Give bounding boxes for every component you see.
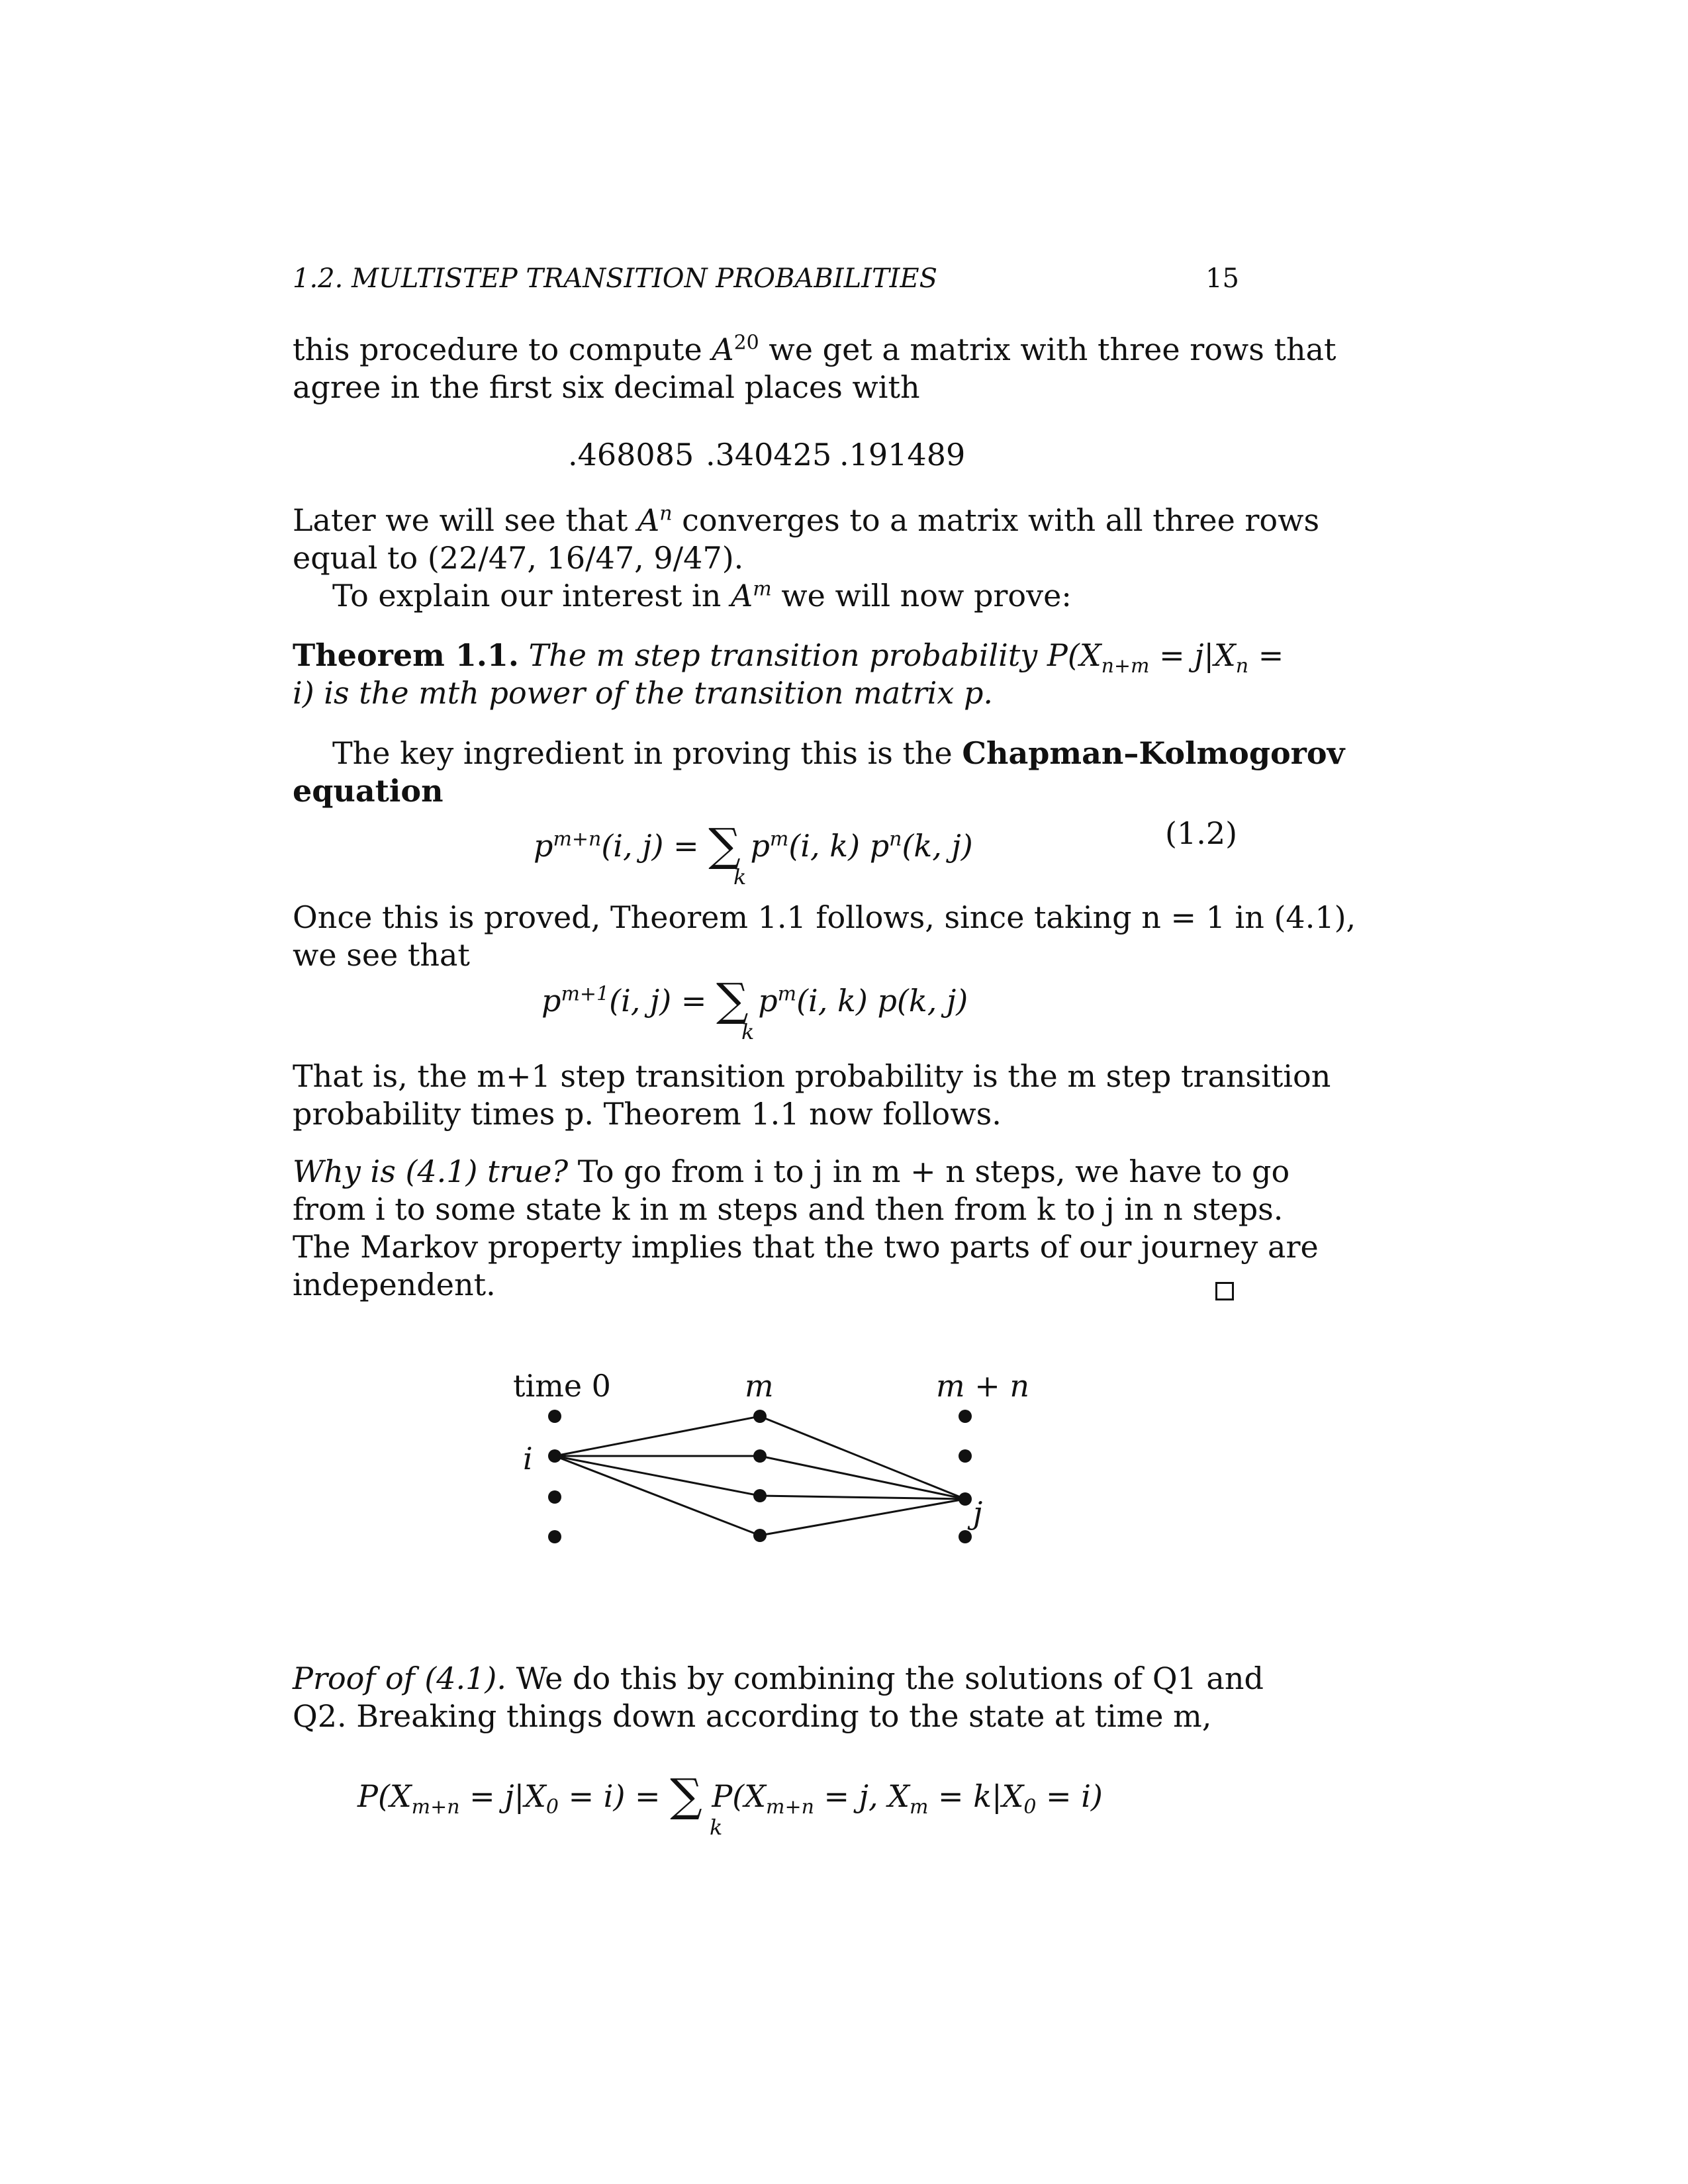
state-dot xyxy=(753,1410,767,1423)
path-line xyxy=(760,1496,965,1499)
state-dot xyxy=(548,1410,561,1423)
para2-line1: Later we will see that $A^n$ converges to a matrix with all three rows xyxy=(293,502,1320,538)
state-dot xyxy=(959,1410,972,1423)
para2-line2: equal to (22/47, 16/47, 9/47). xyxy=(293,540,744,576)
sum-index: k xyxy=(710,1815,723,1840)
para3-line2: equation xyxy=(293,773,444,809)
state-label-j: j xyxy=(973,1495,983,1531)
state-dot xyxy=(959,1492,972,1506)
para6-line2: from i to some state k in m steps and then from k to j in n steps. xyxy=(293,1191,1284,1227)
para6-line4: independent. xyxy=(293,1267,496,1302)
path-line xyxy=(555,1456,760,1535)
sum-symbol: ∑ xyxy=(670,1770,702,1822)
state-label-i: i xyxy=(523,1441,533,1477)
one-step-equation: $p^{m+1}(i$, j) = ∑ $p^m(i$, k) p(k, j) xyxy=(541,974,968,1026)
state-dot xyxy=(959,1449,972,1463)
path-line xyxy=(760,1456,965,1499)
state-dot xyxy=(548,1530,561,1543)
column-label-m-plus-n: m + n xyxy=(936,1368,1030,1404)
para6-line1: Why is (4.1) true? To go from i to j in m + n steps, we have to go xyxy=(293,1154,1290,1189)
state-dot xyxy=(753,1449,767,1463)
para1-line2: agree in the first six decimal places with xyxy=(293,369,920,405)
para5-line1: That is, the m+1 step transition probability is the m step transition xyxy=(293,1058,1331,1094)
state-dot xyxy=(753,1529,767,1542)
equation-number: (1.2) xyxy=(1165,815,1238,851)
chapman-kolmogorov-equation: $p^{m+n}(i$, j) = ∑ $p^m(i$, k) $p^n(k$, j) xyxy=(534,819,973,872)
para6-line3: The Markov property implies that the two parts of our journey are xyxy=(293,1229,1319,1265)
para2-line3: To explain our interest in $A^m$ we will now prove: xyxy=(332,577,1072,614)
para5-line2: probability times p. Theorem 1.1 now follows. xyxy=(293,1096,1002,1132)
state-dot xyxy=(548,1490,561,1504)
decimal-value-1: .468085 xyxy=(568,437,694,473)
proof-line2: Q2. Breaking things down according to the state at time m, xyxy=(293,1698,1212,1734)
para4-line1: Once this is proved, Theorem 1.1 follows, since taking n = 1 in (4.1), xyxy=(293,899,1356,935)
section-title: 1.2. MULTISTEP TRANSITION PROBABILITIES xyxy=(293,263,938,294)
state-dot xyxy=(548,1449,561,1463)
theorem-label: Theorem 1.1. xyxy=(293,637,519,673)
page-number: 15 xyxy=(1205,263,1239,294)
path-line xyxy=(760,1499,965,1535)
proof-line1: Proof of (4.1). We do this by combining the solutions of Q1 and xyxy=(293,1661,1264,1696)
theorem-line1: Theorem 1.1. The m step transition probability $P(X_{n+m} = j|X_n$ = xyxy=(293,637,1284,678)
path-line xyxy=(555,1416,760,1456)
sum-symbol: ∑ xyxy=(716,974,749,1026)
decimal-value-3: .191489 xyxy=(839,437,966,473)
state-dot xyxy=(959,1530,972,1543)
decomposition-equation: $P(X_{m+n} = j|X_0 = i)$ = ∑ $P(X_{m+n} = j$, $X_m = k|X_0 = i$) xyxy=(357,1770,1103,1822)
decimal-value-2: .340425 xyxy=(706,437,832,473)
path-line xyxy=(760,1416,965,1499)
state-dot xyxy=(753,1489,767,1502)
path-lines xyxy=(555,1416,965,1535)
para1-line1: this procedure to compute $A^{20}$ we get a matrix with three rows that xyxy=(293,331,1336,367)
para4-line2: we see that xyxy=(293,937,470,973)
column-label-time0: time 0 xyxy=(513,1368,611,1404)
sum-index: k xyxy=(741,1019,755,1044)
theorem-line2: i) is the mth power of the transition matrix p. xyxy=(293,675,994,711)
para3-line1: The key ingredient in proving this is the Chapman–Kolmogorov xyxy=(332,735,1345,771)
sum-symbol: ∑ xyxy=(708,819,741,872)
sum-index: k xyxy=(733,864,747,889)
column-label-m: m xyxy=(745,1368,774,1404)
path-line xyxy=(555,1456,760,1496)
